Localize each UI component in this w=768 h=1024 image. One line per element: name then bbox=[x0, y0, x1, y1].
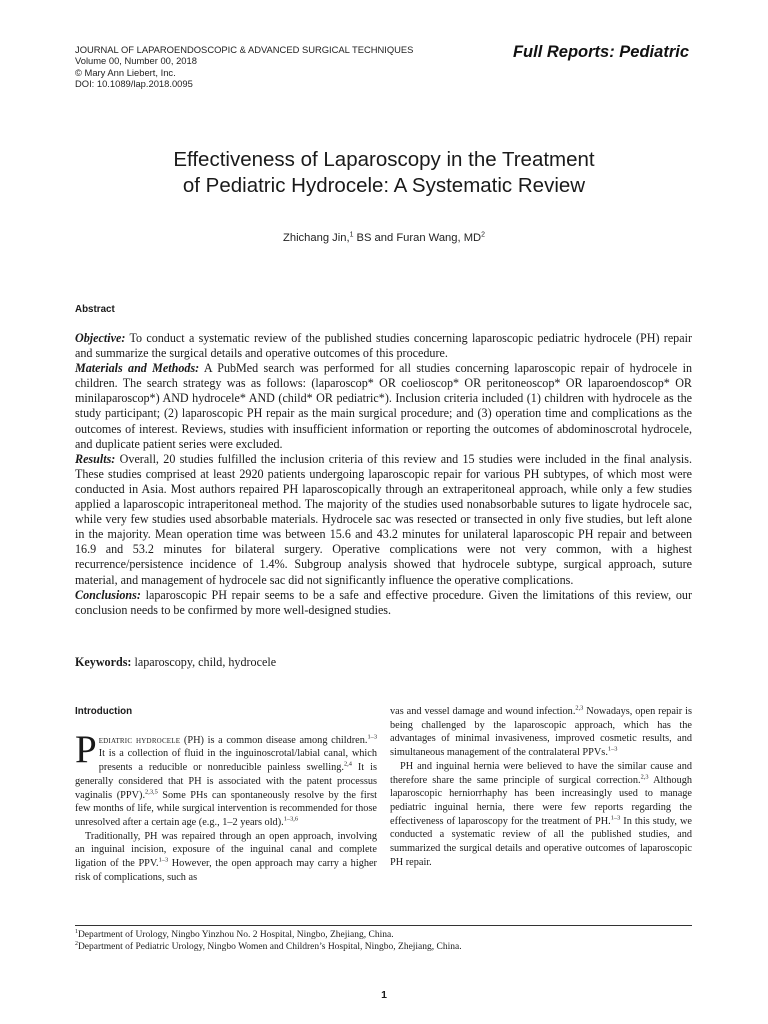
keywords-text: laparoscopy, child, hydrocele bbox=[131, 655, 277, 669]
introduction-heading: Introduction bbox=[75, 706, 133, 717]
results-label: Results: bbox=[75, 451, 116, 466]
intro-text: Some PHs can spontaneously resolve by the first few months of life, while surgical intervention is recommended for those unresolved after a certain age (e.g., 1–2 years old). bbox=[75, 789, 377, 828]
footnote-text: Department of Pediatric Urology, Ningbo Women and Children’s Hospital, Ningbo, Zhejiang, China. bbox=[77, 941, 462, 952]
footnote-marker: 2 bbox=[75, 940, 78, 947]
citation: 2,3 bbox=[575, 704, 584, 712]
intro-text: PH and inguinal hernia were believed to have the similar cause and therefore share the same principle of surgical correction. bbox=[390, 760, 692, 786]
footnote-marker: 1 bbox=[75, 928, 78, 935]
abstract-body bbox=[75, 331, 692, 618]
intro-paragraph-1 bbox=[75, 727, 377, 830]
title-line-1: Effectiveness of Laparoscopy in the Treatment bbox=[173, 148, 595, 171]
abstract-objective bbox=[75, 331, 692, 361]
citation: 1–3,6 bbox=[283, 815, 299, 823]
citation: 2,4 bbox=[343, 760, 352, 768]
footnote-2 bbox=[75, 942, 692, 954]
author-1: Zhichang Jin, bbox=[283, 232, 350, 244]
methods-label: Materials and Methods: bbox=[75, 361, 200, 376]
page-number: 1 bbox=[381, 989, 387, 1001]
keywords-label: Keywords: bbox=[75, 655, 132, 669]
doi: DOI: 10.1089/lap.2018.0095 bbox=[75, 77, 193, 89]
journal-name: JOURNAL OF LAPAROENDOSCOPIC & ADVANCED SURGICAL TECHNIQUES bbox=[75, 44, 414, 55]
title-line-2: of Pediatric Hydrocele: A Systematic Review bbox=[182, 174, 586, 197]
affiliations-footnotes bbox=[75, 930, 692, 954]
citation: 2,3,5 bbox=[145, 788, 158, 796]
citation: 1–3 bbox=[607, 745, 618, 753]
intro-paragraph-4 bbox=[390, 760, 692, 870]
author-2: BS and Furan Wang, MD bbox=[353, 232, 482, 244]
intro-text: It is a collection of fluid in the inguinoscrotal/labial canal, which presents a reducible or nonreducible painless swelling. bbox=[98, 748, 377, 774]
intro-column-left bbox=[75, 705, 377, 884]
intro-text: Although laparoscopic herniorrhaphy has been increasingly used to manage pediatric inguinal hernia, there were few reports regarding the effectiveness of laparoscopy for the treatment of PH. bbox=[390, 774, 693, 827]
footnote-divider bbox=[75, 925, 692, 926]
intro-column-right bbox=[390, 705, 692, 869]
citation: 1–3 bbox=[610, 814, 621, 822]
copyright: © Mary Ann Liebert, Inc. bbox=[75, 66, 176, 78]
intro-text: It is generally considered that PH is associated with the patent processus vaginalis (PPV). bbox=[75, 762, 377, 801]
intro-text: (PH) is a common disease among children. bbox=[180, 734, 368, 746]
intro-text: Traditionally, PH was repaired through an open approach, involving an inguinal incision, exposure of the inguinal canal and complete ligation of the PPV. bbox=[75, 830, 377, 870]
abstract-methods bbox=[75, 361, 692, 452]
intro-text: vas and vessel damage and wound infection. bbox=[390, 706, 576, 717]
intro-paragraph-2 bbox=[75, 830, 377, 885]
footnote-1 bbox=[75, 930, 692, 942]
citation: 2,3 bbox=[640, 773, 649, 781]
author-list bbox=[0, 232, 768, 244]
citation: 1–3 bbox=[367, 733, 377, 741]
intro-text: In this study, we conducted a systematic review of all the published studies, and summarized the surgical details and operative outcomes of laparoscopic PH repair. bbox=[390, 815, 692, 868]
drop-cap: P bbox=[75, 727, 97, 771]
section-label: Full Reports: Pediatric bbox=[512, 43, 689, 61]
citation: 1–3 bbox=[158, 856, 169, 864]
conclusions-label: Conclusions: bbox=[75, 587, 141, 602]
intro-lead-smallcaps: ediatric hydrocele bbox=[98, 734, 181, 746]
abstract-heading: Abstract bbox=[75, 304, 115, 315]
abstract-results bbox=[75, 452, 692, 588]
intro-text: Nowadays, open repair is being challenged by the laparoscopic approach, which has the advantages of minimal invasiveness, improved cosmetic results, and simultaneous management of the contralateral PPVs. bbox=[390, 706, 692, 759]
intro-paragraph-3 bbox=[390, 705, 692, 760]
journal-metadata bbox=[75, 44, 413, 89]
affiliation-marker: 1 bbox=[349, 231, 354, 239]
footnote-text: Department of Urology, Ningbo Yinzhou No. 2 Hospital, Ningbo, Zhejiang, China. bbox=[77, 930, 394, 940]
objective-text: To conduct a systematic review of the published studies concerning laparoscopic pediatric hydrocele (PH) repair and summarize the surgical details and operative outcomes of this procedure. bbox=[75, 331, 692, 361]
intro-text: However, the open approach may carry a higher risk of complications, such as bbox=[75, 858, 377, 883]
objective-label: Objective: bbox=[75, 331, 126, 345]
results-text: Overall, 20 studies fulfilled the inclusion criteria of this review and 15 studies were included in the final analysis. These studies comprised at least 2920 patients undergoing laparoscopic repair for various PH subtypes, of which most were conducted in Asia. Most authors repaired PH laparoscopically through an extraperitoneal approach, while only a few studies applied a laparoscopic intraperitoneal method. The majority of the studies used nonabsorbable sutures to ligate hydrocele sac, while very few studies used absorbable materials. Hydrocele sac was resected or transected in only five studies, but left alone in the majority. Mean operation time was between 15.6 and 43.2 minutes for unilateral laparoscopic PH repair and between 16.9 and 53.2 minutes for bilateral surgery. Operative complications were not very common, with a highest recurrence/persistence incidence of 1.4%. Subgroup analysis showed that hydrocele subtype, surgical approach, suture material, and management of hydrocele sac did not significantly influence the operative complications. bbox=[75, 451, 692, 587]
volume-info: Volume 00, Number 00, 2018 bbox=[75, 55, 197, 67]
keywords bbox=[75, 655, 692, 670]
abstract-conclusions bbox=[75, 588, 692, 618]
affiliation-marker: 2 bbox=[481, 231, 485, 239]
article-title bbox=[0, 147, 768, 199]
methods-text: A PubMed search was performed for all studies concerning laparoscopic repair of hydrocele in children. The search strategy was as follows: (laparoscop* OR coelioscop* OR peritoneoscop* OR laparoendoscop* OR minilaparoscop*) AND hydrocele* AND (child* OR pediatric*). Inclusion criteria included (1) children with hydrocele as the study participant; (2) laparoscopic PH repair as the main surgical procedure; and (3) operation time and complications as the outcomes of interest. Reviews, studies with insufficient information or reporting the outcomes of abdominoscrotal hydrocele, and duplicate patient series were excluded. bbox=[75, 361, 693, 451]
conclusions-text: laparoscopic PH repair seems to be a safe and effective procedure. Given the limitations of this review, our conclusion needs to be confirmed by more well-designed studies. bbox=[75, 587, 692, 617]
